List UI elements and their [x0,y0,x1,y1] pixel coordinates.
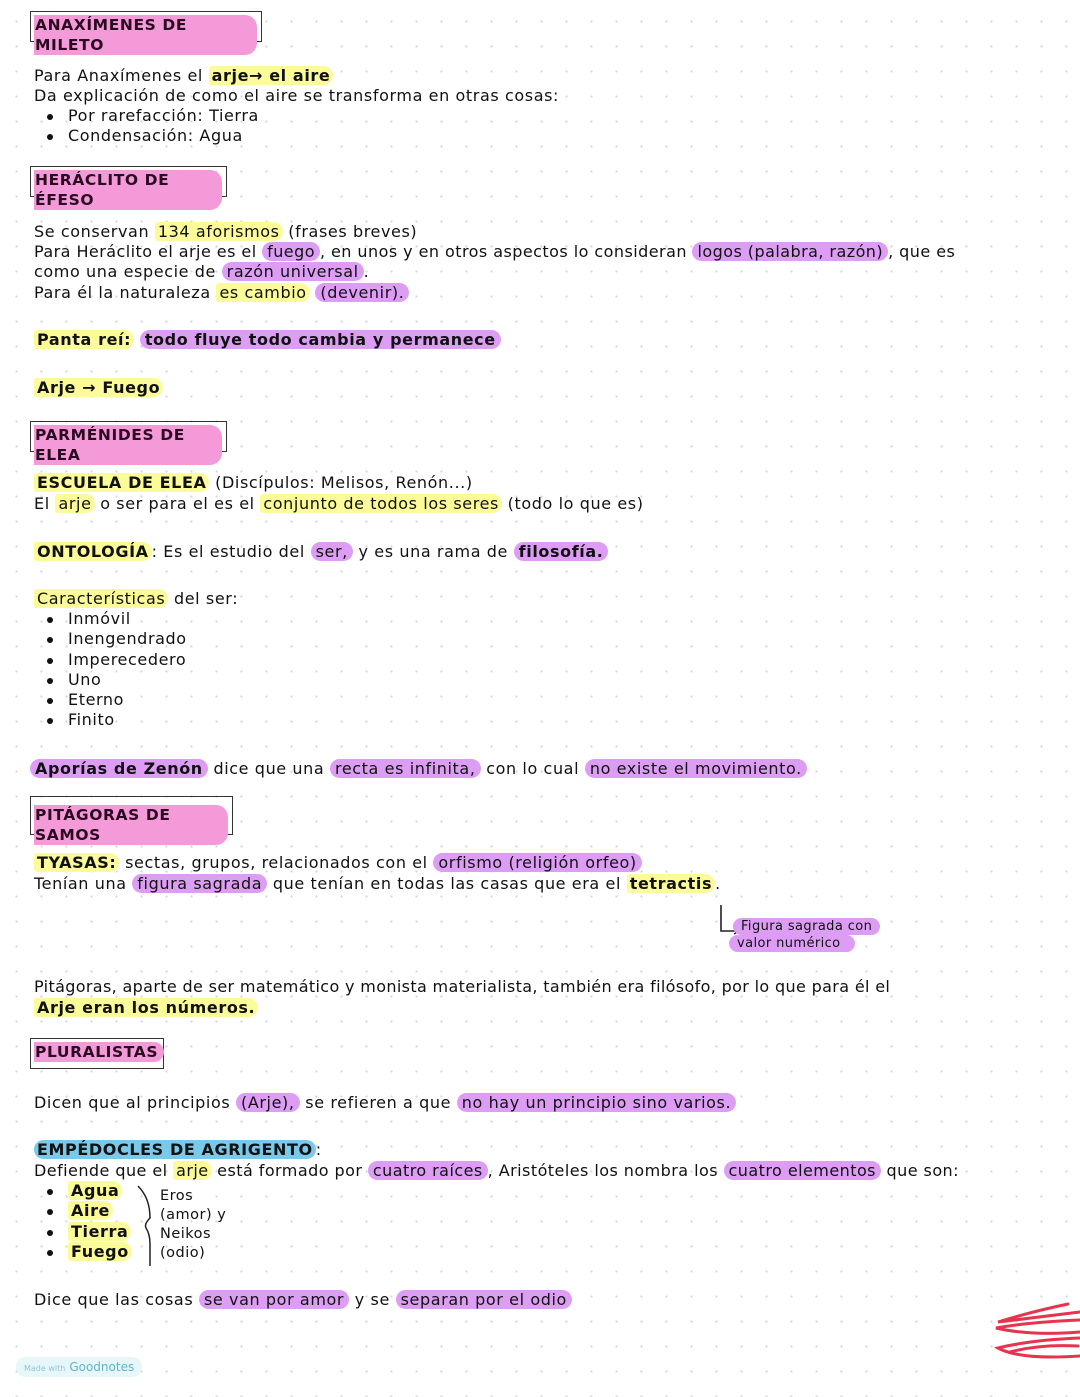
highlight: ser, [311,542,353,561]
text-line [34,1140,322,1160]
text: Tenían una [34,874,133,893]
highlight: conjunto de todos los seres [260,494,502,513]
section-title-box [30,421,227,464]
highlight: Panta reí: [34,330,134,349]
text: , que es [888,242,956,261]
highlight: logos (palabra, razón) [692,242,888,261]
text-line [34,1161,959,1181]
text: y es una rama de [352,542,514,561]
highlight: ONTOLOGÍA [34,542,152,561]
text: Dicen que al principios [34,1093,236,1112]
section-title: ANAXÍMENES DE MILETO [34,15,257,55]
list-item: Condensación: Agua [34,126,259,146]
side-note [733,918,880,952]
highlight: (devenir). [315,283,409,302]
text-line [34,330,501,350]
section-title: PLURALISTAS [34,1042,164,1062]
section-title-box [30,11,262,54]
note-line: (amor) y [160,1207,227,1223]
text: . [715,874,721,893]
text: , Aristóteles los nombra los [487,1161,724,1180]
highlight: 134 aforismos [155,222,283,241]
section-title-box [30,796,233,844]
highlight: Arje eran los números. [34,998,258,1017]
highlight: es cambio [216,283,309,302]
highlight: recta es infinita, [330,759,481,778]
made-with-badge[interactable] [16,1357,142,1377]
highlight: cuatro raíces [368,1161,488,1180]
note-line: valor numérico [729,935,855,952]
text: Se conservan [34,222,155,241]
text: dice que una [207,759,331,778]
highlight: (Arje), [236,1093,300,1112]
text: (frases breves) [282,222,418,241]
highlight: arje [55,494,94,513]
text: (todo lo que es) [501,494,644,513]
text-line [34,222,417,242]
text-line [34,494,644,514]
text-line [34,1290,572,1310]
highlight: orfismo (religión orfeo) [433,853,641,872]
brand-label: Goodnotes [69,1360,135,1374]
scribble-icon [990,1298,1080,1364]
text: El [34,494,56,513]
text: que tenían en todas las casas que era el [267,874,627,893]
highlight: arje→ el aire [209,66,334,85]
section-title-box [30,166,227,209]
highlight: separan por el odio [396,1290,572,1309]
text-line [34,542,608,562]
text: Para Heráclito el arje es el [34,242,263,261]
brace-icon [136,1184,156,1268]
text: , en unos y en otros aspectos lo consideran [319,242,693,261]
text-line [34,473,473,493]
text: . [363,262,370,281]
note-line: Neikos [160,1226,212,1242]
text-line [34,242,955,262]
highlight: filosofía. [514,542,609,561]
text: con lo cual [480,759,585,778]
section-title: HERÁCLITO DE ÉFESO [34,170,222,210]
text-line [34,1093,736,1113]
highlight: ESCUELA DE ELEA [34,473,209,492]
highlight: Características [34,589,168,608]
list-item: Uno [34,670,187,690]
list-item [34,1222,132,1242]
text-line [30,759,807,779]
text-line [34,262,369,282]
text: del ser: [168,589,239,608]
highlight: se van por amor [199,1290,349,1309]
brace-note [160,1187,226,1263]
text-line [34,589,238,609]
list-item [34,1201,132,1221]
highlight: cuatro elementos [724,1161,881,1180]
highlight: tetractis [627,874,715,893]
list-item: Eterno [34,690,187,710]
text: : Es el estudio del [151,542,311,561]
text: se refieren a que [299,1093,457,1112]
made-with-label: Made with [24,1364,66,1373]
text-line [34,998,258,1018]
highlight: Arje → Fuego [34,378,163,397]
section-title: PITÁGORAS DE SAMOS [34,805,228,845]
text-line [34,66,333,86]
text-line [34,378,163,398]
highlight: EMPÉDOCLES DE AGRIGENTO [34,1140,316,1159]
highlight: Tierra [68,1222,131,1241]
text: Dice que las cosas [34,1290,199,1309]
text: y se [349,1290,396,1309]
text: o ser para el es el [94,494,261,513]
text: Para él la naturaleza [34,283,217,302]
list-item: Por rarefacción: Tierra [34,106,259,126]
highlight: Agua [68,1181,122,1200]
section-title-box [30,1038,164,1069]
highlight: razón universal [222,262,364,281]
text: (Discípulos: Melisos, Renón...) [209,473,473,492]
highlight: arje [173,1161,211,1180]
list-item: Imperecedero [34,650,187,670]
text-line: Pitágoras, aparte de ser matemático y monista materialista, también era filósofo, por lo que para él el [34,977,891,996]
list-item: Inmóvil [34,609,187,629]
text: que son: [880,1161,959,1180]
list-item: Finito [34,710,187,730]
bullet-list [34,1181,132,1262]
list-item [34,1242,132,1262]
text-line [34,283,409,303]
highlight: fuego [262,242,320,261]
section-title: PARMÉNIDES DE ELEA [34,425,222,465]
note-line: Eros [160,1188,194,1204]
list-item [34,1181,132,1201]
highlight: no existe el movimiento. [585,759,807,778]
highlight: figura sagrada [132,874,267,893]
text-line: Da explicación de como el aire se transforma en otras cosas: [34,86,560,105]
bullet-list [34,106,259,147]
text: sectas, grupos, relacionados con el [119,853,434,872]
text: : [315,1140,322,1159]
list-item: Inengendrado [34,629,187,649]
highlight: Fuego [68,1242,132,1261]
highlight: no hay un principio sino varios. [457,1093,736,1112]
bullet-list [34,609,187,731]
text-line [34,853,642,873]
highlight: todo fluye todo cambia y permanece [140,330,501,349]
highlight: Aporías de Zenón [30,759,208,778]
highlight: Aire [68,1201,113,1220]
text-line [34,874,721,894]
text: está formado por [211,1161,368,1180]
highlight: TYASAS: [34,853,119,872]
note-line: Figura sagrada con [733,918,880,935]
note-line: (odio) [160,1245,206,1261]
text: como una especie de [34,262,222,281]
text: Defiende que el [34,1161,174,1180]
text: Para Anaxímenes el [34,66,209,85]
